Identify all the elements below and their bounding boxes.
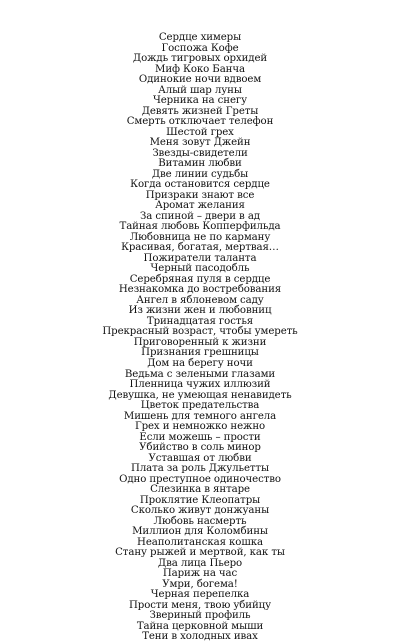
- book-title: Миллион для Коломбины: [132, 526, 268, 538]
- book-title: Сердце химеры: [158, 32, 242, 43]
- book-title: Две линии судьбы: [151, 168, 249, 180]
- book-title: Сколько живут донжуаны: [130, 505, 270, 517]
- book-title: Пленница чужих иллюзий: [129, 379, 271, 391]
- book-title: За спиной – двери в ад: [140, 210, 260, 222]
- book-title: Неаполитанская кошка: [137, 536, 263, 548]
- book-title: Ведьма с зелеными глазами: [124, 368, 276, 380]
- book-title: Цветок предательства: [140, 400, 260, 412]
- book-title: Красивая, богатая, мертвая…: [121, 242, 279, 254]
- book-title: Одно преступное одиночество: [119, 473, 281, 485]
- book-title: Умри, богема!: [162, 578, 238, 590]
- book-title: Алый шар луны: [158, 84, 242, 96]
- book-title: Убийство в соль минор: [139, 442, 261, 454]
- book-title: Париж на час: [162, 568, 238, 580]
- book-title: Звезды-свидетели: [152, 147, 248, 159]
- book-title: Аромат желания: [155, 200, 245, 212]
- book-title: Девять жизней Греты: [141, 105, 259, 117]
- book-title: Звериный профиль: [149, 610, 251, 622]
- book-title: Дождь тигровых орхидей: [132, 53, 268, 65]
- book-title: Черный пасодобль: [150, 263, 250, 275]
- book-title: Меня зовут Джейн: [149, 137, 251, 149]
- book-title: Если можешь – прости: [139, 431, 261, 443]
- book-title: Когда остановится сердце: [130, 179, 270, 191]
- book-title: Незнакомка до востребования: [118, 284, 282, 296]
- book-title: Любовь насмерть: [153, 515, 247, 527]
- book-title: Любовница не по карману: [129, 231, 271, 243]
- book-title: Приговоренный к жизни: [133, 336, 267, 348]
- book-title: Дом на берегу ночи: [147, 357, 253, 369]
- book-title: Тени в холодных ивах: [142, 631, 258, 643]
- book-title: Уставшая от любви: [148, 452, 252, 464]
- book-title: Тайная любовь Копперфильда: [119, 221, 281, 233]
- book-title: Тринадцатая гостья: [146, 315, 254, 327]
- book-title: Прости меня, твою убийцу: [128, 599, 272, 611]
- book-title: Призраки знают все: [145, 189, 255, 201]
- book-title: Черника на снегу: [152, 95, 248, 107]
- book-title: Ангел в яблоневом саду: [136, 294, 264, 306]
- book-titles-list: [0, 33, 400, 643]
- book-title: Девушка, не умеющая ненавидеть: [108, 389, 292, 401]
- book-title: Слезинка в янтаре: [150, 484, 250, 496]
- book-title: Мишень для темного ангела: [123, 410, 277, 422]
- book-title: Грех и немножко нежно: [134, 421, 266, 433]
- book-title: Проклятие Клеопатры: [139, 494, 261, 506]
- book-title: Тайна церковной мыши: [136, 620, 264, 632]
- book-title: Два лица Пьеро: [157, 557, 243, 569]
- book-title: Миф Коко Банча: [155, 63, 245, 75]
- book-title: Из жизни жен и любовниц: [128, 305, 272, 317]
- book-title: Пожиратели таланта: [143, 252, 257, 264]
- book-title: Стану рыжей и мертвой, как ты: [115, 547, 285, 559]
- book-title: Шестой грех: [166, 126, 234, 138]
- book-title: Госпожа Кофе: [161, 42, 239, 54]
- book-title: Плата за роль Джульетты: [131, 463, 269, 475]
- book-title: Витамин любви: [158, 158, 242, 170]
- book-title: Черная перепелка: [150, 589, 250, 601]
- book-title: Прекрасный возраст, чтобы умереть: [102, 326, 298, 338]
- book-title: Смерть отключает телефон: [126, 116, 274, 128]
- book-title: Признания грешницы: [141, 347, 259, 359]
- book-title: Серебряная пуля в сердце: [129, 273, 271, 285]
- book-title: Одинокие ночи вдвоем: [138, 74, 262, 86]
